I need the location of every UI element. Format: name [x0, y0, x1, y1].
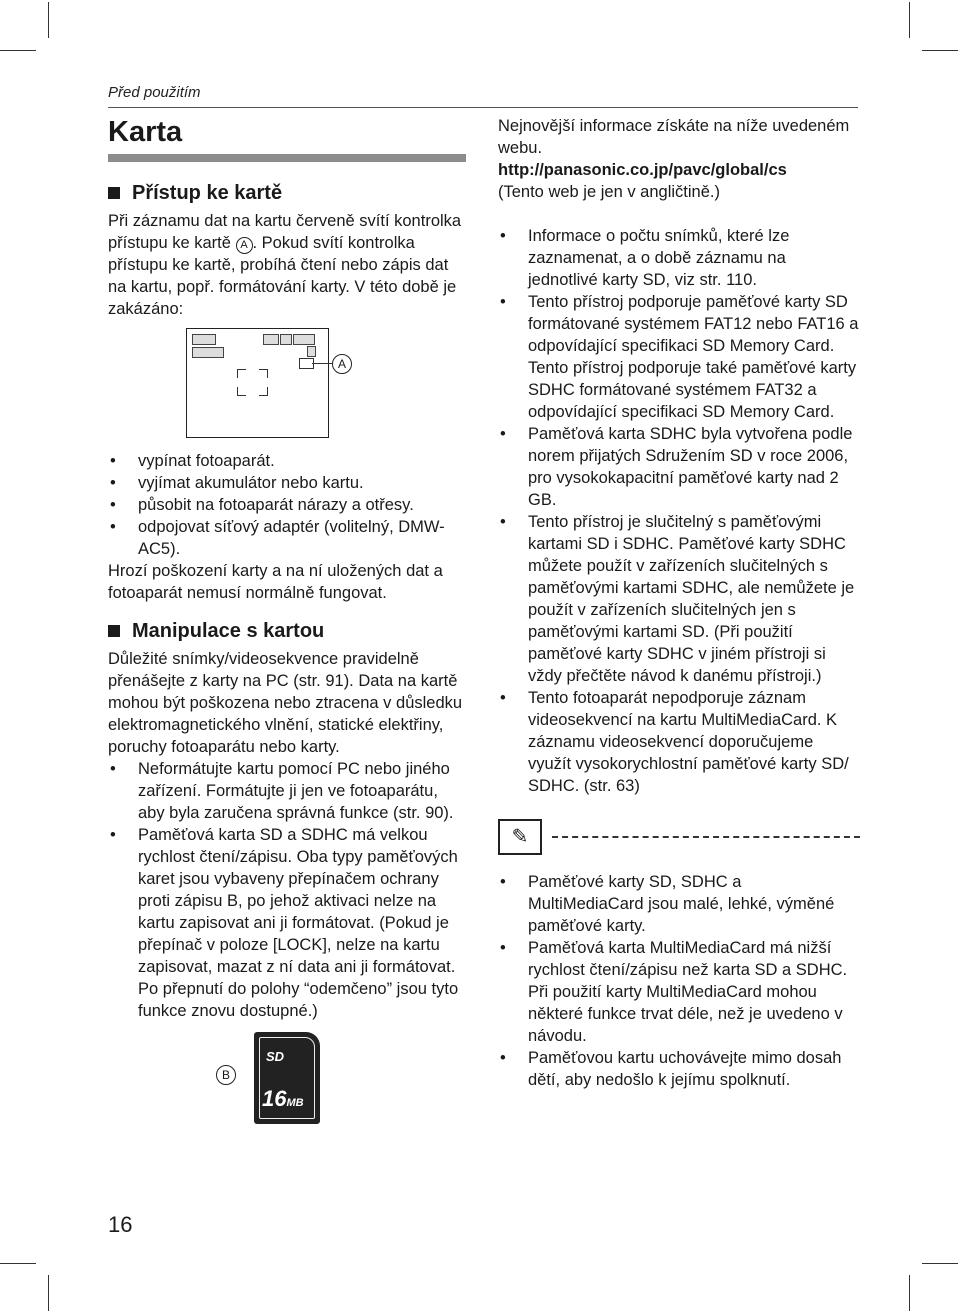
square-bullet-icon — [108, 187, 120, 199]
quality-icon — [280, 334, 292, 345]
card-info-list — [498, 225, 860, 797]
page-title: Karta — [108, 116, 183, 148]
note-divider — [498, 819, 860, 855]
count-icon — [307, 346, 316, 357]
list-item: • vypínat fotoaparát. — [108, 450, 466, 472]
marker-a-icon: A — [236, 237, 253, 254]
title-bar — [108, 154, 466, 162]
mode-icon — [192, 334, 216, 345]
info-url[interactable]: http://panasonic.co.jp/pavc/global/cs — [498, 161, 787, 179]
marker-a-icon: A — [332, 354, 352, 374]
handling-list — [108, 758, 466, 1022]
access-intro: Při záznamu dat na kartu červeně svítí kontrolka přístupu ke kartě A . Pokud svítí kontrolka přístupu ke kartě, probíhá čtení nebo zápis dat na kartu, popř. formátování karty. V této době je zakázáno: — [108, 212, 462, 318]
crop-mark — [48, 2, 49, 38]
list-item: • Informace o počtu snímků, které lze zaznamenat, a o době záznamu na jednotlivé karty SD, viz str. 110. — [498, 225, 860, 291]
left-column — [108, 112, 466, 1130]
list-item: • Tento přístroj je slučitelný s paměťovými kartami SD i SDHC. Paměťové karty SDHC můžete použít v zařízeních slučitelných s paměťovými kartami SDHC, ale nemůžete je použít v zařízeních slučitelných jen s paměťovými kartami SD. (Při použití paměťové karty SDHC v jiném přístroji si vždy přečtěte návod k danému přístroji.) — [498, 511, 860, 687]
info-text: Nejnovější informace získáte na níže uvedeném webu. — [498, 117, 850, 157]
sd-logo: SD — [266, 1049, 285, 1064]
list-item: • Paměťové karty SD, SDHC a MultiMediaCard jsou malé, lehké, výměné paměťové karty. — [498, 871, 860, 937]
section-label: Před použitím — [108, 84, 201, 101]
list-item: • Paměťová karta SD a SDHC má velkou rychlost čtení/zápisu. Oba typy paměťových karet jsou vybaveny přepínačem ochrany proti zápisu B, po jehož aktivaci nelze na kartu zapisovat ani ji formátovat. (Pokud je přepínač v poloze [LOCK], nelze na kartu zapisovat, mazat z ní data ani ji formátovat. Po přepnutí do polohy “odemčeno” jsou tyto funkce znovu dostupné.) — [108, 824, 466, 1022]
list-item: • Paměťová karta MultiMediaCard má nižší rychlost čtení/zápisu než karta SD a SDHC. Při použití karty MultiMediaCard mohou některé funkce trvat déle, než je uvedeno v návodu. — [498, 937, 860, 1047]
af-frame-icon — [259, 387, 268, 396]
af-frame-icon — [237, 387, 246, 396]
info-url-note: (Tento web je jen v angličtině.) — [498, 183, 720, 201]
card-capacity: 16MB — [262, 1086, 304, 1111]
size-icon — [263, 334, 279, 345]
lcd-screen — [186, 328, 329, 438]
af-frame-icon — [259, 369, 268, 378]
flash-icon — [192, 347, 224, 358]
right-column — [498, 115, 860, 1091]
handling-heading: Manipulace s kartou — [108, 618, 466, 644]
list-item: • Paměťová karta SDHC byla vytvořena podle norem přijatých Sdružením SD v roce 2006, pro vysokokapacitní paměťové karty nad 2 GB. — [498, 423, 860, 511]
leader-line — [312, 363, 332, 364]
crop-mark — [922, 1263, 958, 1264]
note-pencil-icon: ✎ — [498, 819, 542, 855]
note-list — [498, 871, 860, 1091]
crop-mark — [909, 2, 910, 38]
marker-b-icon: B — [216, 1065, 236, 1085]
battery-icon — [293, 334, 315, 345]
access-heading: Přístup ke kartě — [108, 180, 466, 206]
header-rule — [108, 107, 858, 108]
crop-mark — [0, 50, 36, 51]
camera-lcd-illustration — [186, 328, 446, 440]
dashed-line — [552, 836, 860, 838]
access-warning: Hrozí poškození karty a na ní uložených dat a fotoaparát nemusí normálně fungovat. — [108, 562, 443, 602]
list-item: • Paměťovou kartu uchovávejte mimo dosah dětí, aby nedošlo k jejímu spolknutí. — [498, 1047, 860, 1091]
list-item: • Neformátujte kartu pomocí PC nebo jiného zařízení. Formátujte ji jen ve fotoaparátu, aby byla zaručena správná funkce (str. 90). — [108, 758, 466, 824]
list-item: • Tento přístroj podporuje paměťové karty SD formátované systémem FAT12 nebo FAT16 a odpovídající specifikaci SD Memory Card. Tento přístroj podporuje také paměťové karty SDHC formátované systémem FAT32 a odpovídající specifikaci SD Memory Card. — [498, 291, 860, 423]
list-item: • působit na fotoaparát nárazy a otřesy. — [108, 494, 466, 516]
square-bullet-icon — [108, 625, 120, 637]
list-item: • vyjímat akumulátor nebo kartu. — [108, 472, 466, 494]
page-number: 16 — [108, 1212, 133, 1237]
crop-mark — [909, 1275, 910, 1311]
crop-mark — [0, 1263, 36, 1264]
handling-paragraph: Důležité snímky/videosekvence pravidelně přenášejte z karty na PC (str. 91). Data na kartě mohou být poškozena nebo ztracena v důsledku elektromagnetického vlnění, statické elektřiny, poruchy fotoaparátu nebo karty. — [108, 650, 463, 756]
crop-mark — [922, 50, 958, 51]
list-item: • Tento fotoaparát nepodporuje záznam videosekvencí na kartu MultiMediaCard. K záznamu videosekvencí doporučujeme využít vysokorychlostní paměťové karty SD/ SDHC. (str. 63) — [498, 687, 860, 797]
prohibited-list — [108, 450, 466, 560]
crop-mark — [48, 1275, 49, 1311]
sd-card-illustration — [108, 1030, 466, 1130]
af-frame-icon — [237, 369, 246, 378]
sd-card-icon — [254, 1032, 320, 1124]
list-item: • odpojovat síťový adaptér (volitelný, DMW-AC5). — [108, 516, 466, 560]
